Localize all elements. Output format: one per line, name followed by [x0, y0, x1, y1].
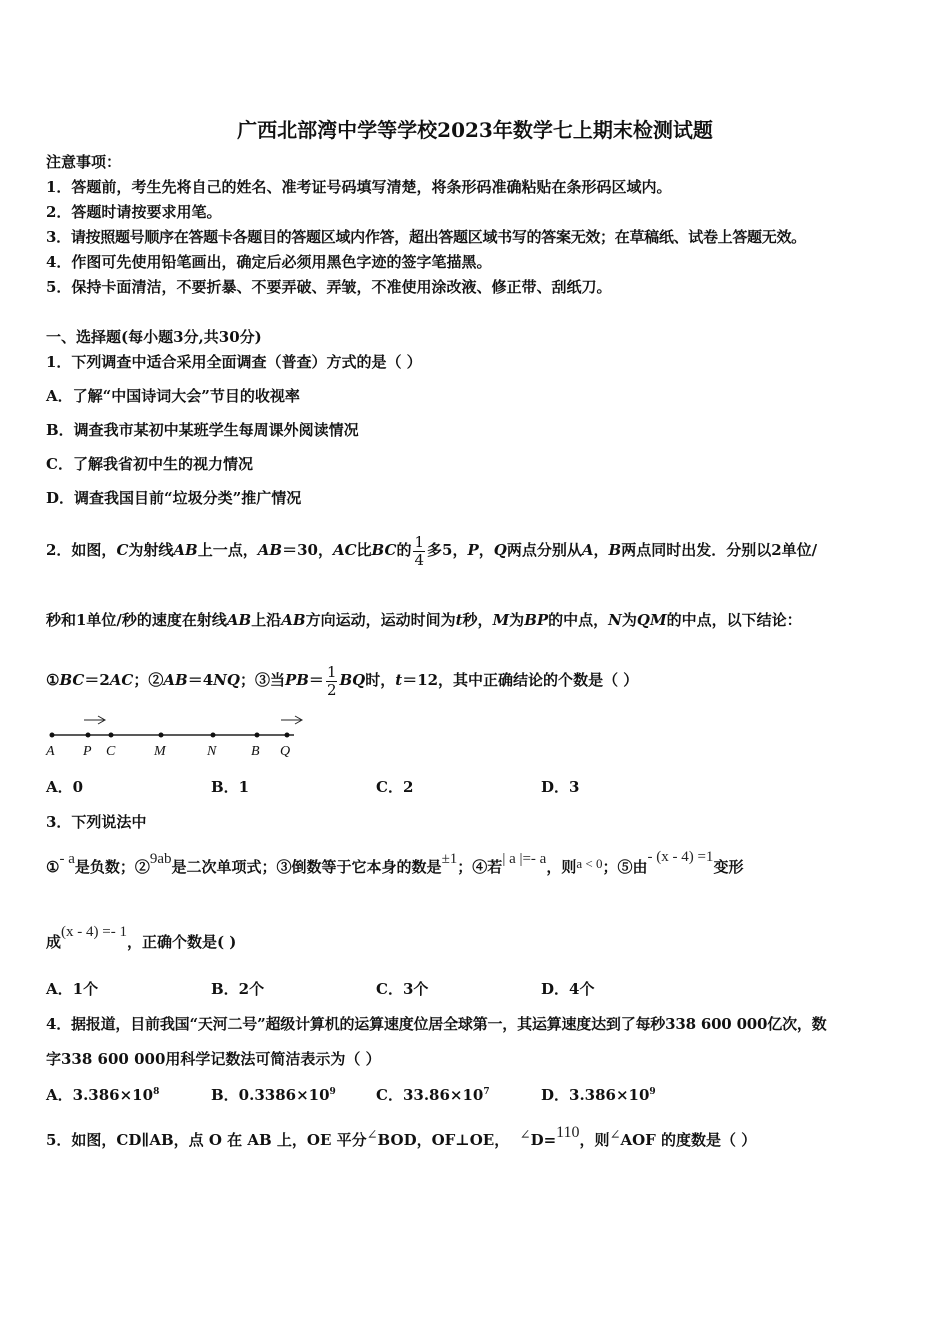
point-c — [109, 733, 114, 738]
q1-option-c: C．了解我省初中生的视力情况 — [46, 455, 253, 473]
q4-line-1: 4．据报道，目前我国“天河二号”超级计算机的运算速度位居全球第一，其运算速度达到了每秒338 600 000亿次，数 — [46, 1015, 827, 1033]
label-c: C — [106, 744, 116, 759]
point-m — [159, 733, 164, 738]
notice-item-2: 2．答题时请按要求用笔。 — [46, 203, 222, 221]
fraction-one-half: $\frac{1}{2}$ — [326, 662, 337, 699]
q2-line-2: 秒和1单位/秒的速度在射线AB上沿AB方向运动，运动时间为t秒，M为BP的中点，N为QM的中点，以下结论： — [46, 611, 802, 629]
section-heading: 一、选择题(每小题3分,共30分) — [46, 328, 262, 346]
label-a: A — [46, 744, 55, 759]
q1-stem: 1．下列调查中适合采用全面调查（普查）方式的是（ ） — [46, 353, 422, 371]
q5-stem: 5．如图，CD∥AB，点 O 在 AB 上，OE 平分∠BOD，OF⊥OE， ∠D=110，则∠AOF 的度数是（ ） — [46, 1124, 757, 1149]
q1-option-a: A．了解“中国诗词大会”节目的收视率 — [46, 387, 300, 405]
label-p: P — [83, 744, 92, 759]
label-m: M — [154, 744, 166, 759]
q2-option-a: A．0 — [46, 778, 84, 796]
q1-option-d: D．调查我国目前“垃圾分类”推广情况 — [46, 489, 302, 507]
q2-option-c: C．2 — [376, 778, 414, 796]
page-title: 广西北部湾中学等学校2023年数学七上期末检测试题 — [237, 118, 713, 142]
q2-ray-figure — [40, 710, 320, 762]
notice-item-4: 4．作图可先使用铅笔画出，确定后必须用黑色字迹的签字笔描黑。 — [46, 253, 492, 271]
label-n: N — [207, 744, 217, 759]
notice-heading: 注意事项： — [46, 153, 122, 171]
notice-item-5: 5．保持卡面清洁，不要折暴、不要弄破、弄皱，不准使用涂改液、修正带、刮纸刀。 — [46, 278, 612, 296]
q4-option-a: A．$3.386\times 10^8$ — [46, 1086, 160, 1104]
label-b: B — [251, 744, 260, 759]
point-a — [50, 733, 55, 738]
q3-option-b: B．2个 — [211, 980, 265, 998]
q4-option-d: D．$3.386\times 10^9$ — [541, 1086, 656, 1104]
point-q — [285, 733, 290, 738]
q3-option-a: A．1个 — [46, 980, 99, 998]
notice-item-3: 3．请按照题号顺序在答题卡各题目的答题区域内作答，超出答题区域书写的答案无效；在草稿纸、试卷上答题无效。 — [46, 228, 806, 246]
q1-option-b: B．调查我市某初中某班学生每周课外阅读情况 — [46, 421, 359, 439]
q3-line-2: 成(x - 4) =- 1，正确个数是( ) — [46, 924, 237, 951]
label-q: Q — [280, 744, 291, 759]
point-p — [86, 733, 91, 738]
q3-option-d: D．4个 — [541, 980, 595, 998]
q3-line-1: ①- a是负数；②9ab是二次单项式；③倒数等于它本身的数是±1；④若| a |=- a，则a < 0；⑤由- (x - 4) =1变形 — [46, 849, 744, 876]
point-n — [211, 733, 216, 738]
q3-stem: 3．下列说法中 — [46, 813, 147, 831]
q3-option-c: C．3个 — [376, 980, 429, 998]
q4-option-c: C．$33.86\times 10^7$ — [376, 1086, 490, 1104]
q4-option-b: B．$0.3386\times 10^9$ — [211, 1086, 336, 1104]
q2-option-b: B．1 — [211, 778, 250, 796]
q2-option-d: D．3 — [541, 778, 580, 796]
q2-line-1: 2．如图，C为射线AB上一点，AB＝30，AC比BC的 $\frac{1}{4}$ 多5，P，Q两点分别从A，B两点同时出发．分别以2单位/ — [46, 532, 818, 569]
notice-item-1: 1．答题前，考生先将自己的姓名、准考证号码填写清楚，将条形码准确粘贴在条形码区域内。 — [46, 178, 672, 196]
fraction-one-quarter: $\frac{1}{4}$ — [414, 532, 425, 569]
point-b — [255, 733, 260, 738]
q2-conclusions: ①BC＝2AC；②AB＝4NQ；③当PB＝ $\frac{1}{2}$ BQ时，t＝12，其中正确结论的个数是（ ） — [46, 662, 639, 699]
q4-line-2: 字338 600 000用科学记数法可简洁表示为（ ） — [46, 1050, 381, 1068]
